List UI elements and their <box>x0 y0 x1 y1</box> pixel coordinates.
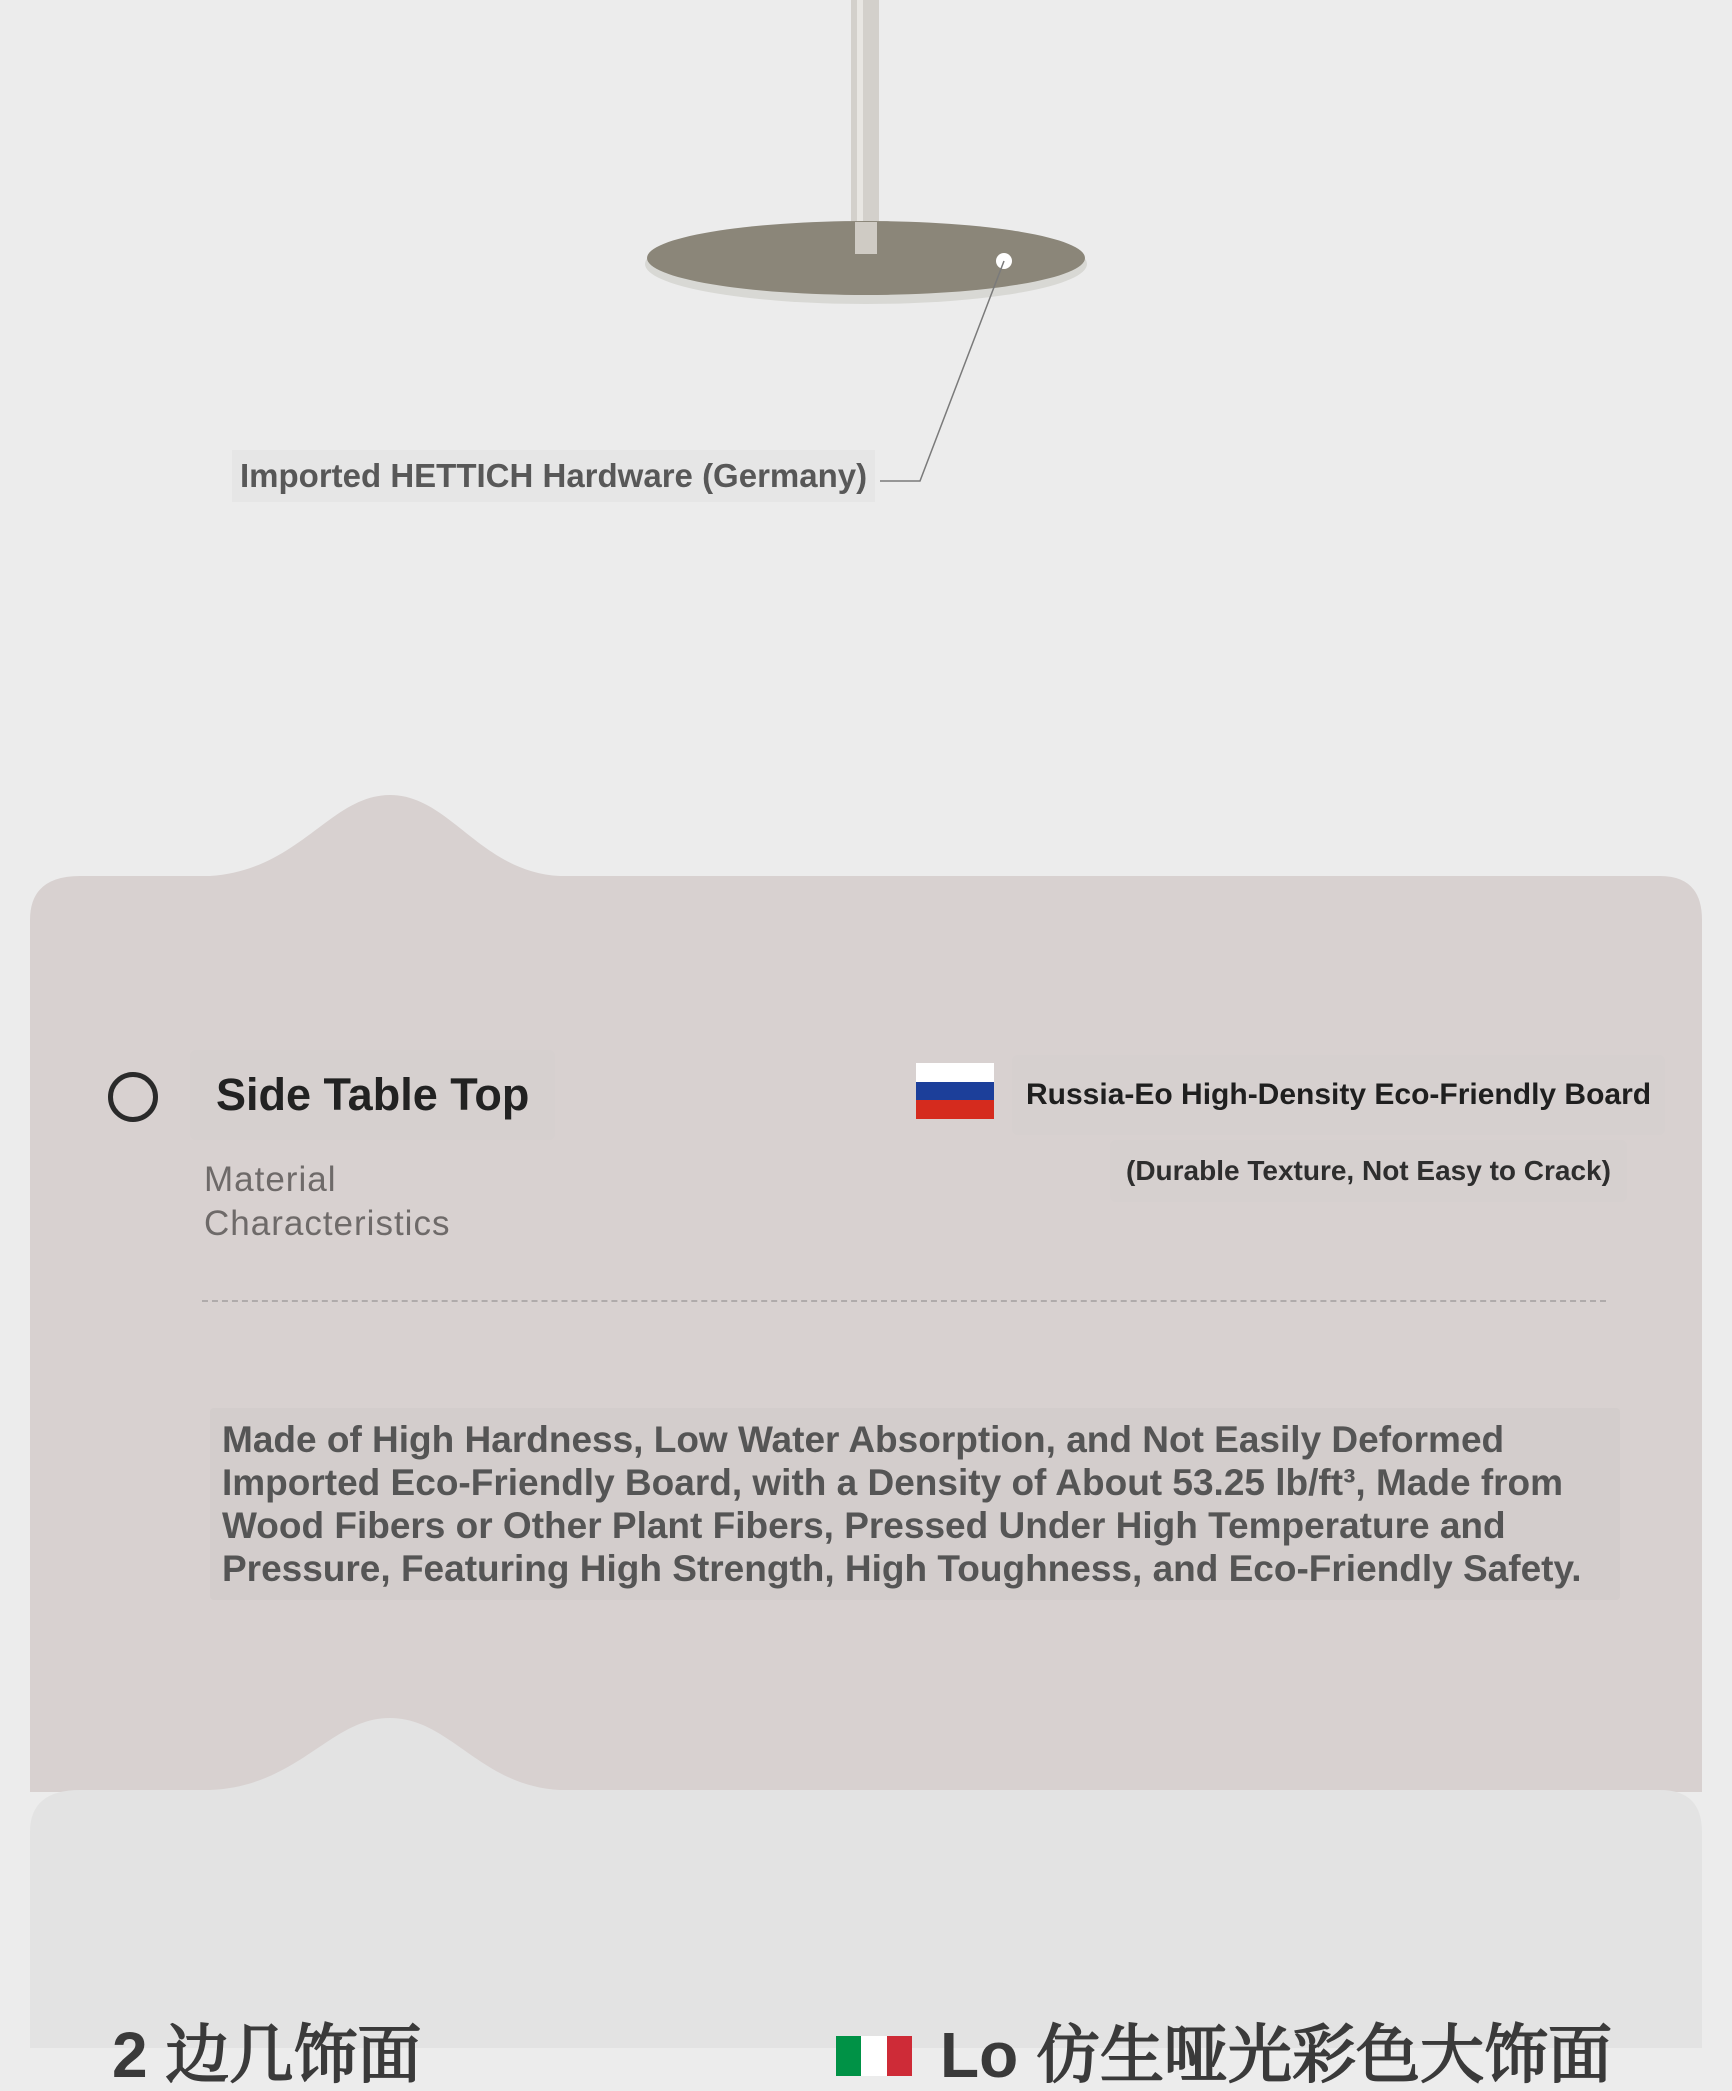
board-note: (Durable Texture, Not Easy to Crack) <box>1110 1140 1627 1202</box>
radio-circle-icon <box>108 1072 158 1122</box>
russia-flag-icon <box>916 1063 994 1119</box>
next-section-material: Lo 仿生哑光彩色大饰面 <box>940 2019 1612 2091</box>
italy-flag-icon <box>836 2036 912 2076</box>
next-section-title: 2 边几饰面 <box>112 2019 422 2091</box>
feature-card-bg <box>30 795 1702 1792</box>
dashed-divider <box>202 1300 1606 1302</box>
material-description: Made of High Hardness, Low Water Absorption, and Not Easily Deformed Imported Eco-Friendly Board, with a Density of About 53.25 lb/ft³, Made from Wood Fibers or Other Plant Fibers, Pressed Under High Temperature and Pressure, Featuring High Strength, High Toughness, and Eco-Friendly Safety. <box>210 1408 1620 1600</box>
section-subtitle: Material Characteristics <box>204 1160 451 1243</box>
hardware-callout-label: Imported HETTICH Hardware (Germany) <box>232 450 875 502</box>
section-title: Side Table Top <box>190 1050 555 1140</box>
table-pole-joint <box>855 222 877 254</box>
board-name: Russia-Eo High-Density Eco-Friendly Board <box>1012 1055 1665 1135</box>
